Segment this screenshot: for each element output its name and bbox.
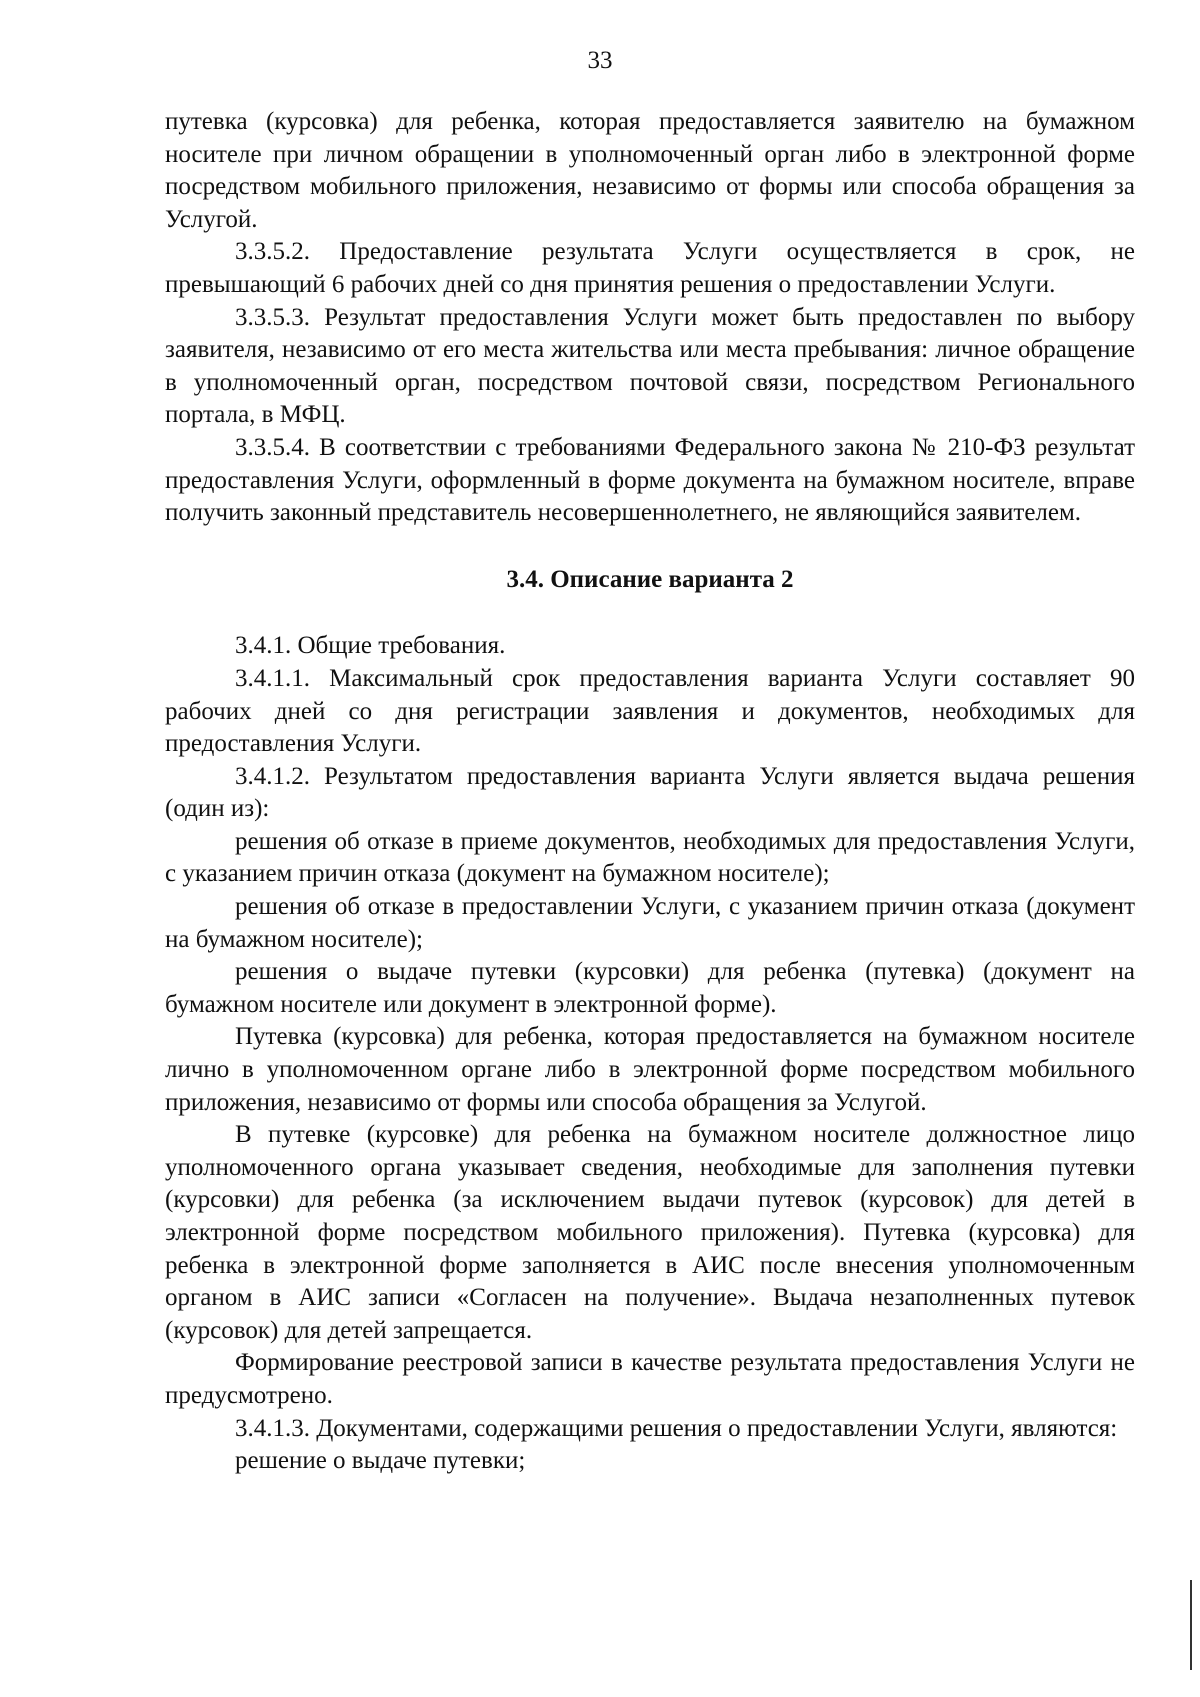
paragraph-3-3-5-3: 3.3.5.3. Результат предоставления Услуги может быть предоставлен по выбору заявителя, независимо от его места жительства или места пребывания: личное обращение в уполномоченный орган, посредством почтовой связи, посредством Регионального портала, в МФЦ. [165, 303, 1135, 429]
scan-edge-mark [1190, 1580, 1192, 1670]
page-number: 33 [587, 47, 613, 74]
paragraph-3-4-1: 3.4.1. Общие требования. [235, 632, 506, 660]
paragraph-3-3-5-4: 3.3.5.4. В соответствии с требованиями Федерального закона № 210-ФЗ результат предоставления Услуги, оформленный в форме документа на бумажном носителе, вправе получить законный представитель несовершеннолетнего, не являющийся заявителем. [165, 433, 1135, 527]
paragraph-registry-record: Формирование реестровой записи в качестве результата предоставления Услуги не предусмотрено. [165, 1349, 1135, 1409]
paragraph-voucher-description: Путевка (курсовка) для ребенка, которая предоставляется на бумажном носителе лично в уполномоченном органе либо в электронной форме посредством мобильного приложения, независимо от формы или способа обращения за Услугой. [165, 1023, 1135, 1116]
paragraph-continuation: путевка (курсовка) для ребенка, которая предоставляется заявителю на бумажном носителе при личном обращении в уполномоченный орган либо в электронной форме посредством мобильного приложения, независимо от формы или способа обращения за Услугой. [165, 108, 1135, 233]
section-heading: 3.4. Описание варианта 2 [506, 565, 794, 593]
paragraph-3-4-1-3: 3.4.1.3. Документами, содержащими решения о предоставлении Услуги, являются: [235, 1414, 1118, 1442]
paragraph-decision-voucher: решение о выдаче путевки; [235, 1447, 526, 1475]
paragraph-3-4-1-2: 3.4.1.2. Результатом предоставления варианта Услуги является выдача решения (один из): [165, 762, 1135, 823]
result-item-voucher: решения о выдаче путевки (курсовки) для ребенка (путевка) (документ на бумажном носителе или документ в электронной форме). [165, 958, 1135, 1018]
paragraph-voucher-filling: В путевке (курсовке) для ребенка на бумажном носителе должностное лицо уполномоченного органа указывает сведения, необходимые для заполнения путевки (курсовки) для ребенка (за исключением выдачи путевок (курсовок) для детей в электронной форме посредством мобильного приложения). Путевка (курсовка) для ребенка в электронной форме заполняется в АИС после внесения уполномоченным органом в АИС записи «Согласен на получение». Выдача незаполненных путевок (курсовок) для детей запрещается. [165, 1121, 1135, 1344]
result-item-refusal-service: решения об отказе в предоставлении Услуги, с указанием причин отказа (документ на бумажном носителе); [165, 893, 1135, 953]
document-body [165, 106, 1135, 1478]
paragraph-3-3-5-2: 3.3.5.2. Предоставление результата Услуги осуществляется в срок, не превышающий 6 рабочих дней со дня принятия решения о предоставлении Услуги. [165, 238, 1135, 298]
paragraph-3-4-1-1: 3.4.1.1. Максимальный срок предоставления варианта Услуги составляет 90 рабочих дней со дня регистрации заявления и документов, необходимых для предоставления Услуги. [165, 664, 1135, 758]
result-item-refusal-acceptance: решения об отказе в приеме документов, необходимых для предоставления Услуги, с указанием причин отказа (документ на бумажном носителе); [165, 827, 1135, 888]
